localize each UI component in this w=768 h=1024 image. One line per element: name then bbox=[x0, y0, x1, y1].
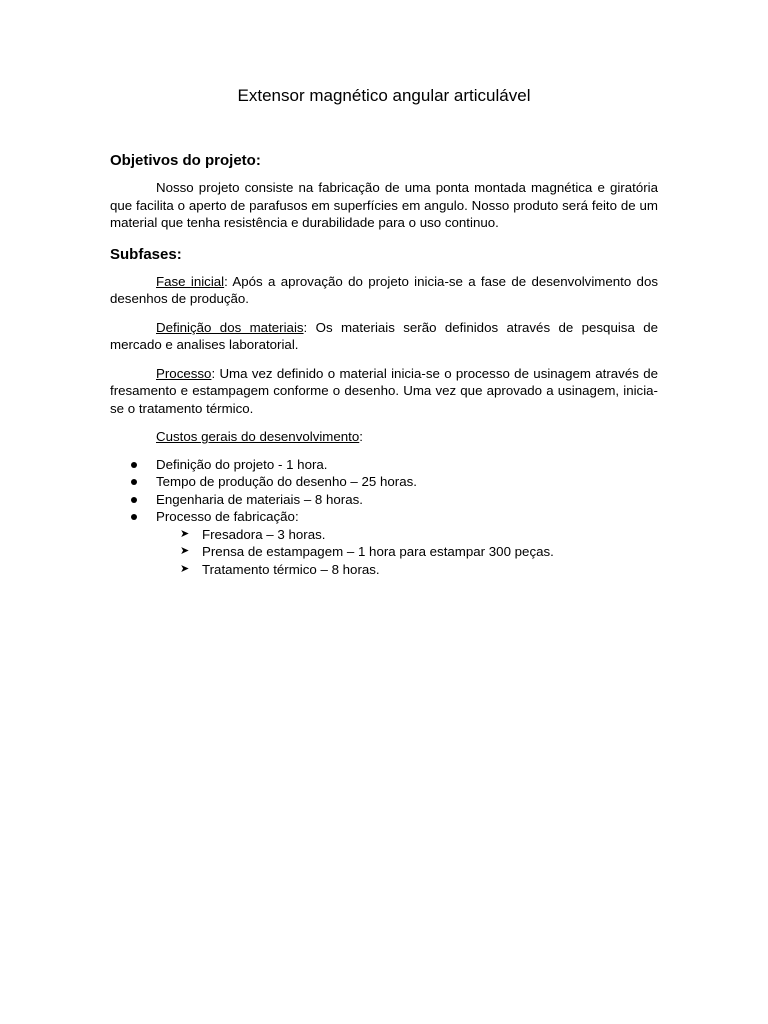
process-paragraph bbox=[110, 365, 658, 418]
subphases-heading: Subfases: bbox=[110, 245, 182, 263]
list-item bbox=[110, 508, 658, 578]
bullet-icon bbox=[131, 497, 137, 503]
bullet-icon bbox=[131, 514, 137, 520]
arrow-bullet-icon: ➤ bbox=[180, 527, 190, 540]
document-title: Extensor magnético angular articulável bbox=[237, 86, 531, 105]
list-item bbox=[110, 456, 658, 474]
arrow-bullet-icon: ➤ bbox=[180, 545, 190, 557]
initial-phase-label: Fase inicial bbox=[156, 273, 225, 289]
cost-list bbox=[110, 456, 658, 579]
list-item-text: Definição do projeto - 1 hora. bbox=[156, 456, 328, 472]
objectives-heading: Objetivos do projeto: bbox=[110, 152, 261, 169]
document-body bbox=[110, 150, 658, 578]
bullet-icon bbox=[131, 479, 137, 485]
list-item-text: Engenharia de materiais – 8 horas. bbox=[156, 491, 363, 507]
costs-label: Custos gerais do desenvolvimento bbox=[156, 429, 360, 444]
arrow-bullet-icon: ➤ bbox=[180, 562, 190, 575]
list-item bbox=[110, 491, 658, 509]
sublist-item-text: Fresadora – 3 horas. bbox=[202, 526, 326, 542]
list-item bbox=[110, 473, 658, 491]
list-item-text: Tempo de produção do desenho – 25 horas. bbox=[156, 474, 417, 489]
list-item-text: Processo de fabricação: bbox=[156, 509, 299, 524]
materials-definition-paragraph bbox=[110, 319, 658, 354]
sublist-item bbox=[156, 543, 658, 561]
objectives-paragraph: Nosso projeto consiste na fabricação de uma ponta montada magnética e giratória que facilita o aperto de parafusos em superfícies em angulo. Nosso produto será feito de um material que tenha resistência e durabilidade para o uso continuo. bbox=[110, 180, 658, 230]
materials-definition-label: Definição dos materiais bbox=[156, 319, 304, 335]
costs-text: : bbox=[359, 429, 363, 444]
materials-definition-text: : Os materiais serão definidos através de pesquisa de mercado e analises laboratorial. bbox=[110, 319, 658, 352]
sublist-item-text: Prensa de estampagem – 1 hora para estampar 300 peças. bbox=[202, 544, 554, 559]
initial-phase-text: : Após a aprovação do projeto inicia-se a fase de desenvolvimento dos desenhos de produção. bbox=[110, 273, 658, 306]
costs-paragraph bbox=[110, 428, 658, 446]
sublist-item-text: Tratamento térmico – 8 horas. bbox=[202, 561, 380, 577]
sublist-item bbox=[156, 561, 658, 579]
bullet-icon bbox=[131, 462, 137, 468]
fabrication-sublist bbox=[156, 526, 658, 579]
process-text: : Uma vez definido o material inicia-se o processo de usinagem através de fresamento e estampagem conforme o desenho. Uma vez que aprovado a usinagem, inicia-se o tratamento térmico. bbox=[110, 365, 658, 416]
process-label: Processo bbox=[156, 365, 212, 381]
initial-phase-paragraph bbox=[110, 273, 658, 308]
sublist-item bbox=[156, 526, 658, 544]
